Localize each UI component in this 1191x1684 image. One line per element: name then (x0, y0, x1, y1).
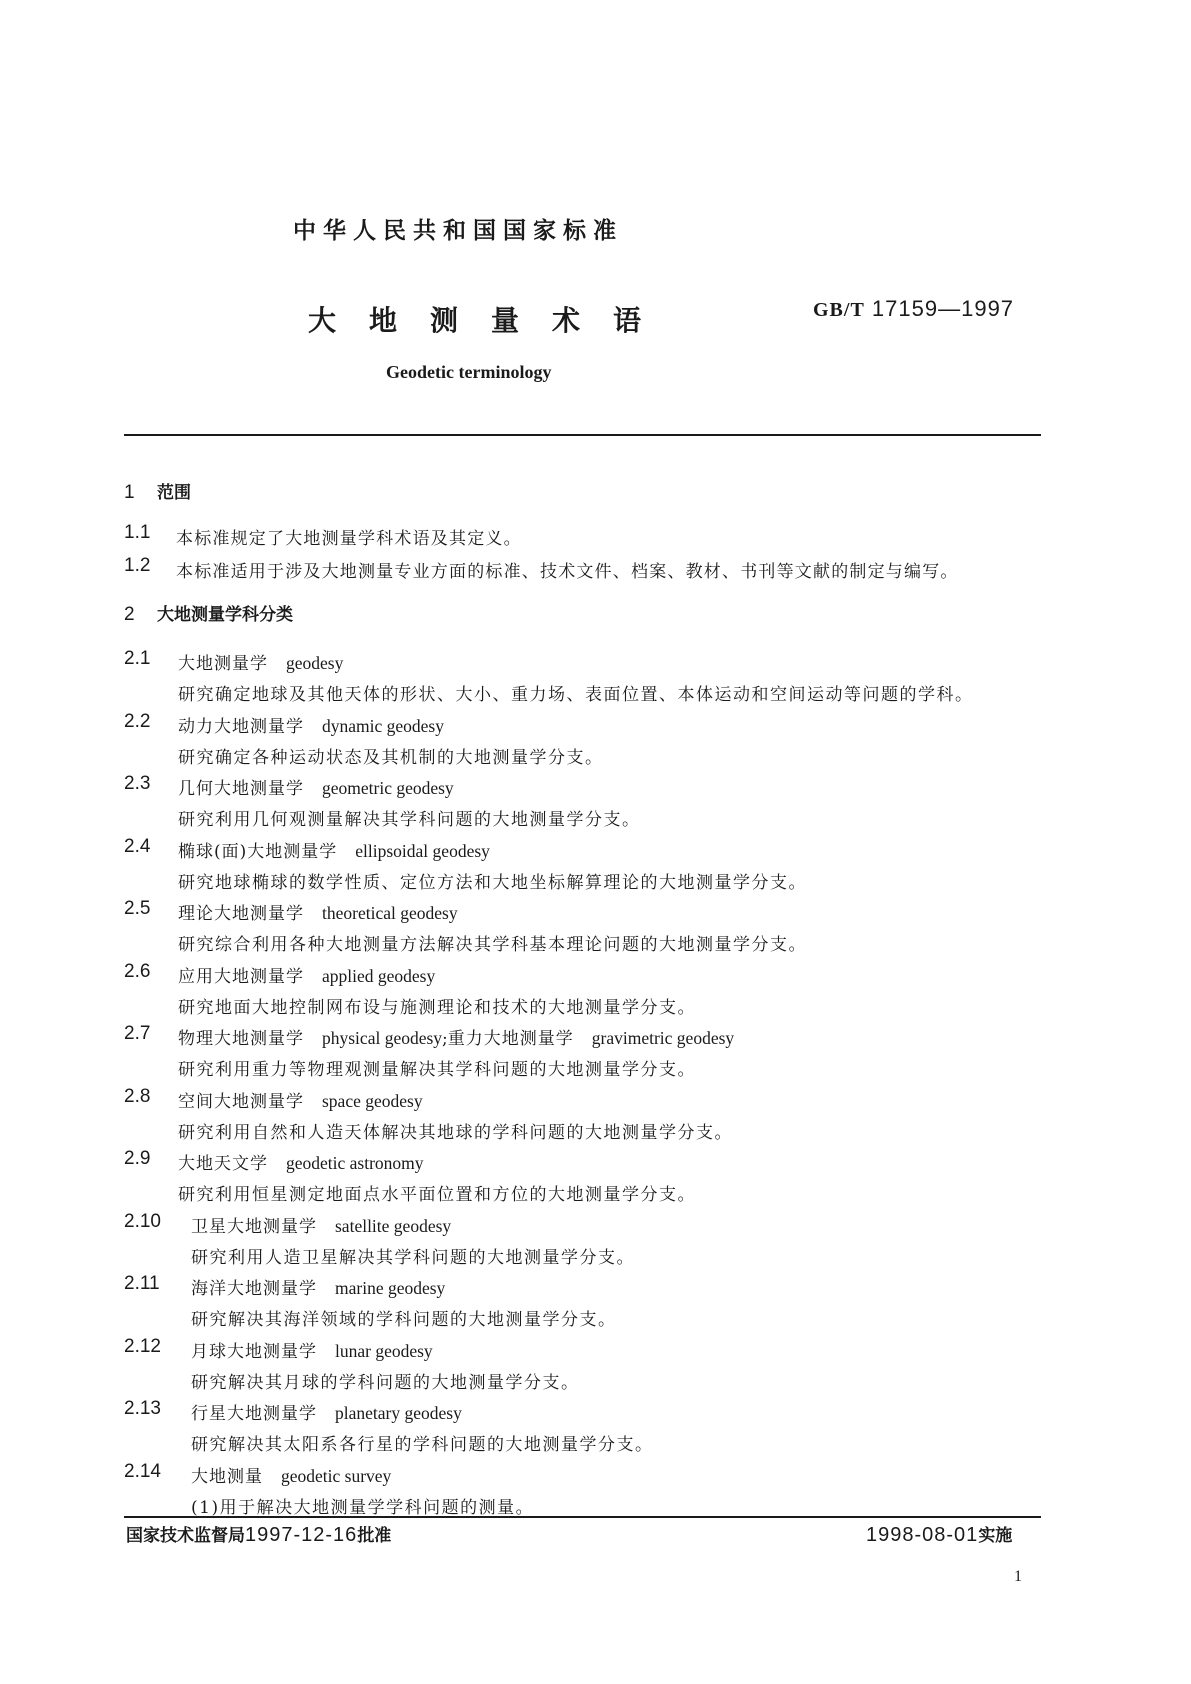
term-number: 2.3 (124, 773, 151, 794)
term-cn: 大地天文学 (178, 1154, 268, 1174)
approval-date: 1997-12-16 (245, 1524, 358, 1546)
term-en: ellipsoidal geodesy (355, 841, 490, 861)
document-title-cn: 大地测量术语 (308, 304, 675, 337)
standard-prefix: GB/T (813, 299, 865, 321)
term-definition: 研究解决其海洋领域的学科问题的大地测量学分支。 (191, 1310, 617, 1330)
term-definition: 研究利用重力等物理观测量解决其学科问题的大地测量学分支。 (178, 1060, 696, 1080)
term-entry (178, 1087, 423, 1112)
term-en: planetary geodesy (335, 1403, 462, 1423)
term-entry (178, 649, 343, 674)
standard-category: 中华人民共和国国家标准 (293, 218, 623, 244)
clause-text: 本标准规定了大地测量学科术语及其定义。 (176, 529, 522, 549)
term-entry (178, 774, 454, 799)
term-en: physical geodesy (322, 1028, 443, 1048)
section-title: 范围 (157, 483, 191, 503)
section-number: 1 (124, 482, 135, 503)
approval-info (126, 1521, 391, 1547)
term-entry (178, 1024, 734, 1049)
term-entry (178, 837, 490, 862)
term-definition: 研究利用人造卫星解决其学科问题的大地测量学分支。 (191, 1248, 635, 1268)
term-en: geodesy (286, 653, 344, 673)
term-number: 2.13 (124, 1398, 161, 1419)
footer-divider (124, 1516, 1041, 1518)
approval-org: 国家技术监督局 (126, 1526, 245, 1546)
term-cn: 大地测量学 (178, 654, 268, 674)
term-number: 2.4 (124, 836, 151, 857)
term-entry (191, 1212, 451, 1237)
term-cn: 大地测量 (191, 1467, 263, 1487)
section-heading (124, 478, 191, 504)
term-definition: 研究解决其太阳系各行星的学科问题的大地测量学分支。 (191, 1435, 654, 1455)
standard-number (813, 296, 1014, 322)
term-cn: 卫星大地测量学 (191, 1217, 317, 1237)
term-en: dynamic geodesy (322, 716, 444, 736)
term-en: theoretical geodesy (322, 903, 458, 923)
term-entry (178, 712, 444, 737)
term-entry (191, 1274, 445, 1299)
document-title-en: Geodetic terminology (386, 362, 552, 382)
term-en: lunar geodesy (335, 1341, 433, 1361)
section-number: 2 (124, 604, 135, 625)
term-entry (178, 899, 458, 924)
term-en: applied geodesy (322, 966, 436, 986)
term-definition: 研究利用恒星测定地面点水平面位置和方位的大地测量学分支。 (178, 1185, 696, 1205)
term-cn-alt: 重力大地测量学 (447, 1029, 574, 1049)
term-cn: 理论大地测量学 (178, 904, 304, 924)
term-en-alt: gravimetric geodesy (591, 1028, 735, 1048)
term-separator: ; (442, 1029, 448, 1049)
term-number: 2.12 (124, 1336, 161, 1357)
term-cn: 椭球(面)大地测量学 (178, 842, 338, 862)
term-entry (191, 1462, 391, 1487)
term-cn: 动力大地测量学 (178, 717, 304, 737)
clause-number: 1.2 (124, 555, 151, 576)
term-cn: 空间大地测量学 (178, 1092, 304, 1112)
term-definition: 研究地球椭球的数学性质、定位方法和大地坐标解算理论的大地测量学分支。 (178, 873, 807, 893)
term-en: geodetic survey (281, 1466, 392, 1486)
term-definition: 研究解决其月球的学科问题的大地测量学分支。 (191, 1373, 580, 1393)
term-en: geodetic astronomy (286, 1153, 424, 1173)
term-number: 2.1 (124, 648, 151, 669)
term-en: marine geodesy (335, 1278, 446, 1298)
term-definition: 研究确定各种运动状态及其机制的大地测量学分支。 (178, 748, 604, 768)
term-number: 2.8 (124, 1086, 151, 1107)
term-number: 2.6 (124, 961, 151, 982)
clause-number: 1.1 (124, 522, 151, 543)
term-number: 2.5 (124, 898, 151, 919)
term-number: 2.10 (124, 1211, 161, 1232)
term-definition: 研究综合利用各种大地测量方法解决其学科基本理论问题的大地测量学分支。 (178, 935, 807, 955)
term-cn: 月球大地测量学 (191, 1342, 317, 1362)
term-number: 2.14 (124, 1461, 161, 1482)
clause-text: 本标准适用于涉及大地测量专业方面的标准、技术文件、档案、教材、书刊等文献的制定与编写。 (176, 562, 959, 582)
page-number: 1 (1014, 1568, 1022, 1585)
term-number: 2.7 (124, 1023, 151, 1044)
effective-date: 1998-08-01 (866, 1524, 979, 1546)
section-title: 大地测量学科分类 (157, 605, 293, 625)
section-heading (124, 600, 293, 626)
term-cn: 几何大地测量学 (178, 779, 304, 799)
term-cn: 应用大地测量学 (178, 967, 304, 987)
term-entry (178, 962, 435, 987)
term-definition: 研究确定地球及其他天体的形状、大小、重力场、表面位置、本体运动和空间运动等问题的学科。 (178, 685, 974, 705)
term-cn: 物理大地测量学 (178, 1029, 304, 1049)
term-definition: (1)用于解决大地测量学学科问题的测量。 (191, 1498, 535, 1518)
term-entry (191, 1337, 433, 1362)
effective-info (866, 1521, 1012, 1547)
term-number: 2.2 (124, 711, 151, 732)
term-en: space geodesy (322, 1091, 423, 1111)
term-definition: 研究地面大地控制网布设与施测理论和技术的大地测量学分支。 (178, 998, 696, 1018)
term-entry (178, 1149, 424, 1174)
term-definition: 研究利用几何观测量解决其学科问题的大地测量学分支。 (178, 810, 641, 830)
term-number: 2.9 (124, 1148, 151, 1169)
header-divider (124, 434, 1041, 436)
term-entry (191, 1399, 462, 1424)
term-en: geometric geodesy (322, 778, 454, 798)
term-en: satellite geodesy (335, 1216, 452, 1236)
standard-code: 17159—1997 (871, 296, 1015, 321)
term-cn: 行星大地测量学 (191, 1404, 317, 1424)
term-number: 2.11 (124, 1273, 160, 1294)
effective-word: 实施 (978, 1526, 1013, 1546)
term-definition: 研究利用自然和人造天体解决其地球的学科问题的大地测量学分支。 (178, 1123, 733, 1143)
approval-word: 批准 (357, 1526, 392, 1546)
term-cn: 海洋大地测量学 (191, 1279, 317, 1299)
